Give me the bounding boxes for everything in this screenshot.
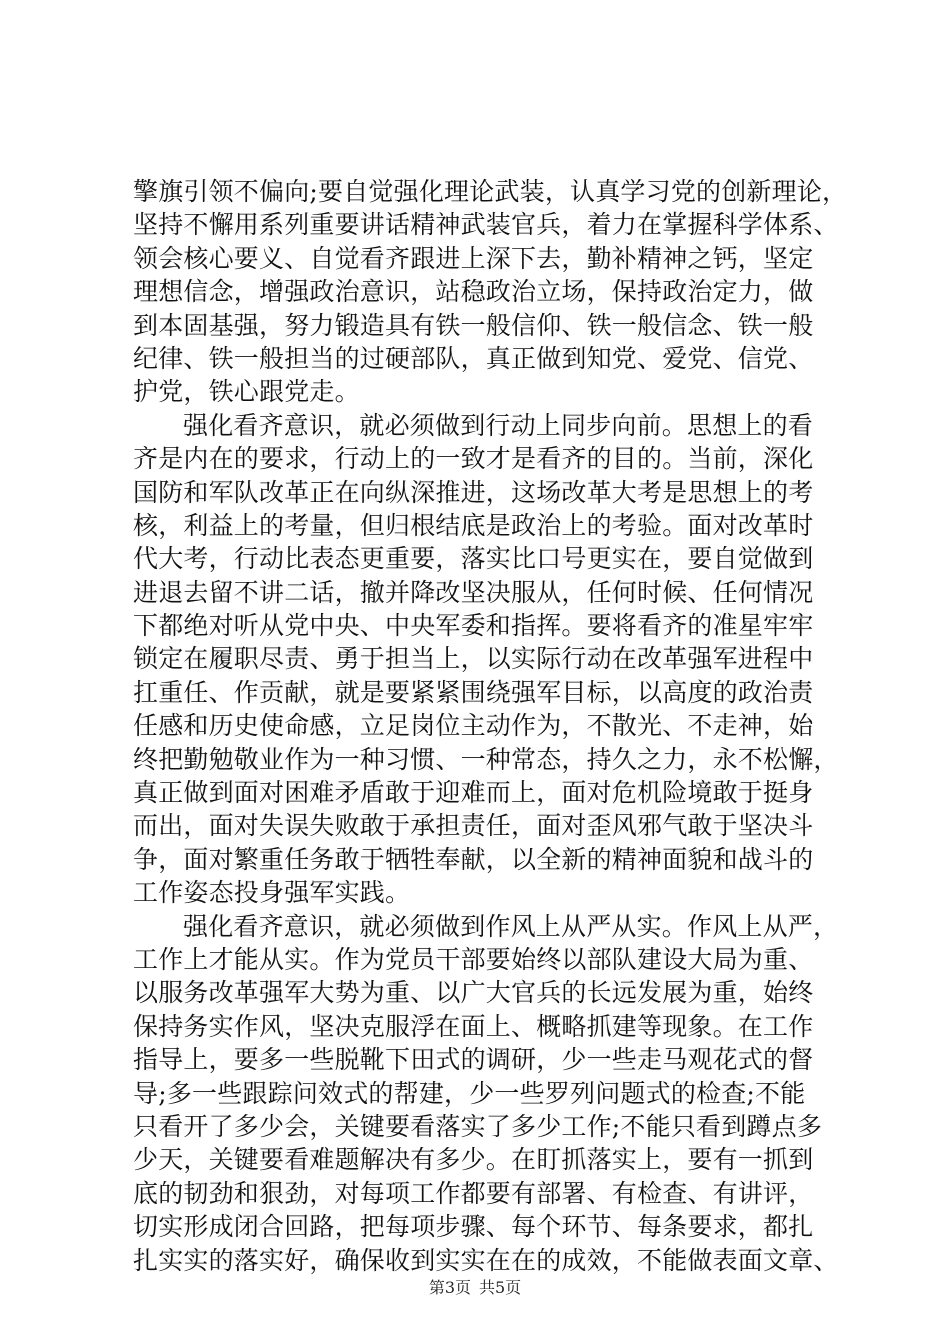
text-line: 切实形成闭合回路，把每项步骤、每个环节、每条要求，都扎 <box>133 1212 814 1242</box>
text-line: 纪律、铁一般担当的过硬部队，真正做到知党、爱党、信党、 <box>133 343 814 373</box>
text-line: 到本固基强，努力锻造具有铁一般信仰、铁一般信念、铁一般 <box>133 310 814 340</box>
text-line: 齐是内在的要求，行动上的一致才是看齐的目的。当前，深化 <box>133 444 814 474</box>
text-line: 锁定在履职尽责、勇于担当上，以实际行动在改革强军进程中 <box>133 644 814 674</box>
paragraph-first-line: 强化看齐意识，就必须做到作风上从严从实。作风上从严， <box>183 911 839 941</box>
text-line: 扎实实的落实好，确保收到实实在在的成效，不能做表面文章、 <box>133 1245 839 1275</box>
text-line: 理想信念，增强政治意识，站稳政治立场，保持政治定力，做 <box>133 277 814 307</box>
page-number-total: 共5页 <box>479 1278 522 1297</box>
text-line: 工作姿态投身强军实践。 <box>133 878 411 908</box>
text-line: 指导上，要多一些脱靴下田式的调研，少一些走马观花式的督 <box>133 1045 814 1075</box>
text-line: 国防和军队改革正在向纵深推进，这场改革大考是思想上的考 <box>133 477 814 507</box>
text-line: 终把勤勉敬业作为一种习惯、一种常态，持久之力，永不松懈， <box>133 744 839 774</box>
text-line: 真正做到面对困难矛盾敢于迎难而上，面对危机险境敢于挺身 <box>133 778 814 808</box>
text-line: 少天，关键要看难题解决有多少。在盯抓落实上，要有一抓到 <box>133 1145 814 1175</box>
text-line: 底的韧劲和狠劲，对每项工作都要有部署、有检查、有讲评， <box>133 1178 814 1208</box>
text-line: 领会核心要义、自觉看齐跟进上深下去，勤补精神之钙，坚定 <box>133 243 814 273</box>
text-line: 进退去留不讲二话，撤并降改坚决服从，任何时候、任何情况 <box>133 577 814 607</box>
text-line: 工作上才能从实。作为党员干部要始终以部队建设大局为重、 <box>133 944 814 974</box>
text-line: 擎旗引领不偏向;要自觉强化理论武装，认真学习党的创新理论， <box>133 177 848 206</box>
body-text <box>133 175 853 1277</box>
text-line: 导;多一些跟踪问效式的帮建，少一些罗列问题式的检查;不能 <box>133 1078 806 1108</box>
page-number-current: 第3页 <box>428 1278 471 1297</box>
paragraph-first-line: 强化看齐意识，就必须做到行动上同步向前。思想上的看 <box>183 410 814 440</box>
text-line: 而出，面对失误失败敢于承担责任，面对歪风邪气敢于坚决斗 <box>133 811 814 841</box>
text-line: 代大考，行动比表态更重要，落实比口号更实在，要自觉做到 <box>133 544 814 574</box>
text-line: 扛重任、作贡献，就是要紧紧围绕强军目标，以高度的政治责 <box>133 677 814 707</box>
text-line: 只看开了多少会，关键要看落实了多少工作;不能只看到蹲点多 <box>133 1111 823 1141</box>
text-line: 护党，铁心跟党走。 <box>133 377 360 407</box>
text-line: 坚持不懈用系列重要讲话精神武装官兵，着力在掌握科学体系、 <box>133 210 839 240</box>
text-line: 保持务实作风，坚决克服浮在面上、概略抓建等现象。在工作 <box>133 1011 814 1041</box>
text-line: 争，面对繁重任务敢于牺牲奉献，以全新的精神面貌和战斗的 <box>133 844 814 874</box>
text-line: 核，利益上的考量，但归根结底是政治上的考验。面对改革时 <box>133 510 814 540</box>
page-footer <box>0 1278 950 1298</box>
text-line: 以服务改革强军大势为重、以广大官兵的长远发展为重，始终 <box>133 978 814 1008</box>
text-line: 任感和历史使命感，立足岗位主动作为，不散光、不走神，始 <box>133 711 814 741</box>
text-line: 下都绝对听从党中央、中央军委和指挥。要将看齐的准星牢牢 <box>133 611 814 641</box>
